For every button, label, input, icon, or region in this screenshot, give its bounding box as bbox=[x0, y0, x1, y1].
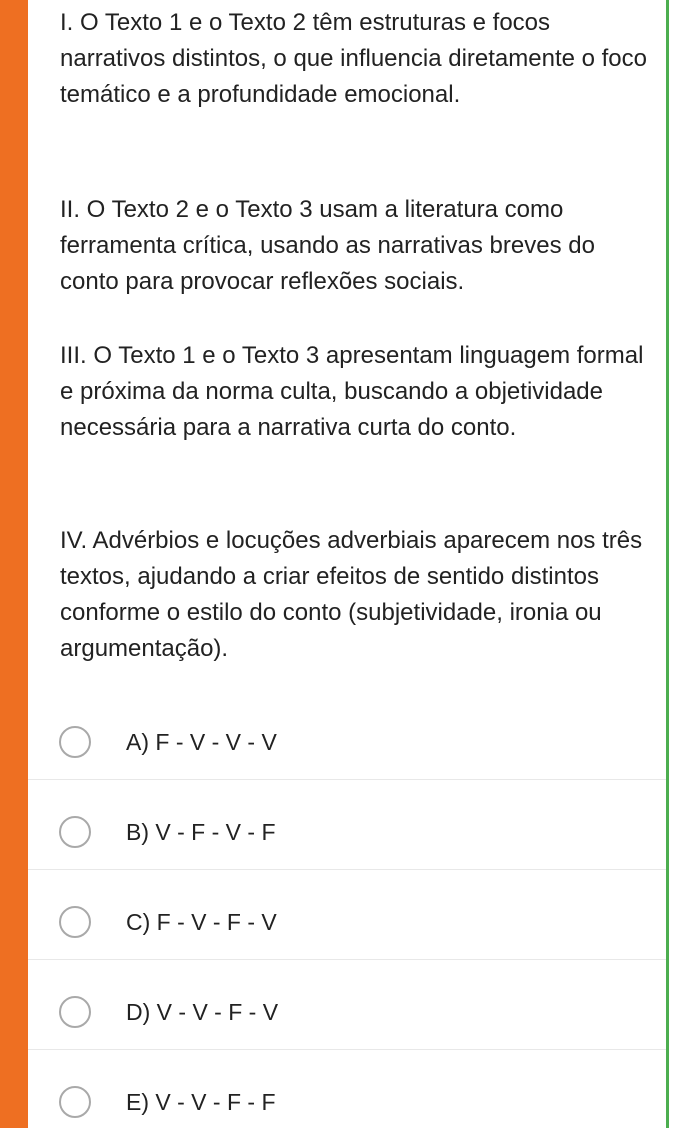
radio-e[interactable] bbox=[59, 1086, 91, 1118]
option-c[interactable] bbox=[28, 870, 666, 960]
option-b[interactable] bbox=[28, 780, 666, 870]
statement-iv: IV. Advérbios e locuções adverbiais aparecem nos três textos, ajudando a criar efeitos de sentido distintos conforme o estilo do conto (subjetividade, ironia ou argumentação). bbox=[60, 527, 643, 662]
card-border bbox=[666, 0, 669, 1128]
radio-a[interactable] bbox=[59, 726, 91, 758]
statement-i: I. O Texto 1 e o Texto 2 têm estruturas e focos narrativos distintos, o que influencia diretamente o foco temático e a profundidade emocional. bbox=[60, 9, 648, 108]
option-a-label: A) F - V - V - V bbox=[126, 729, 277, 755]
option-d[interactable] bbox=[28, 960, 666, 1050]
option-d-label: D) V - V - F - V bbox=[126, 999, 279, 1025]
radio-b[interactable] bbox=[59, 816, 91, 848]
option-e[interactable] bbox=[28, 1050, 666, 1128]
option-b-label: B) V - F - V - F bbox=[126, 819, 276, 845]
statement-iii: III. O Texto 1 e o Texto 3 apresentam linguagem formal e próxima da norma culta, buscando a objetividade necessária para a narrativa curta do conto. bbox=[60, 342, 644, 441]
option-c-label: C) F - V - F - V bbox=[126, 909, 277, 935]
option-e-label: E) V - V - F - F bbox=[126, 1089, 276, 1115]
statement-ii: II. O Texto 2 e o Texto 3 usam a literatura como ferramenta crítica, usando as narrativas breves do conto para provocar reflexões sociais. bbox=[60, 196, 595, 295]
radio-c[interactable] bbox=[59, 906, 91, 938]
accent-bar bbox=[0, 0, 28, 1128]
option-a[interactable] bbox=[28, 690, 666, 780]
radio-d[interactable] bbox=[59, 996, 91, 1028]
